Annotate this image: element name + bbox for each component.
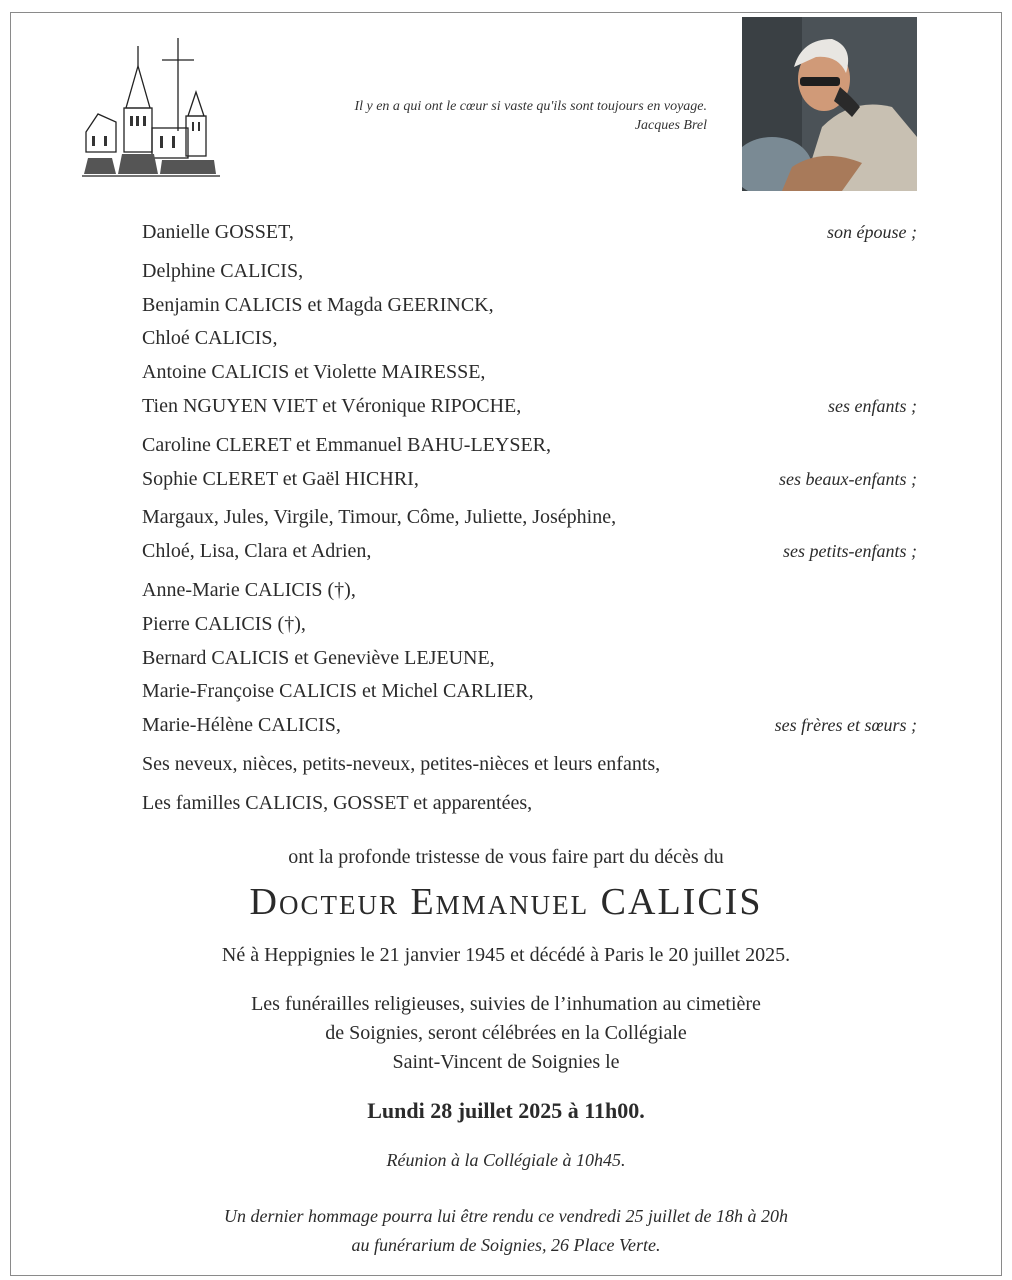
family-row [142, 574, 917, 608]
member-name: Marie-Hélène CALICIS, [142, 714, 341, 737]
relation-label: ses petits-enfants ; [783, 541, 917, 562]
member-name: Danielle GOSSET, [142, 221, 294, 243]
family-row [142, 390, 917, 424]
birth-death-line: Né à Heppignies le 21 janvier 1945 et décédé à Paris le 20 juillet 2025. [221, 944, 791, 966]
member-name: Tien NGUYEN VIET et Véronique RIPOCHE, [142, 394, 522, 417]
member-name: Chloé, Lisa, Clara et Adrien, [142, 540, 372, 563]
family-row [142, 608, 917, 642]
relation-label: ses enfants ; [828, 395, 917, 416]
homage-line: Un dernier hommage pourra lui être rendu ce vendredi 25 juillet de 18h à 20h [224, 1206, 788, 1226]
church-illustration [78, 36, 224, 182]
homage-line: au funérarium de Soignies, 26 Place Verte. [351, 1235, 661, 1255]
family-row [142, 535, 917, 569]
family-row [142, 787, 917, 821]
homage-details [0, 1202, 1012, 1260]
member-name: Marie-Françoise CALICIS et Michel CARLIER, [142, 680, 534, 703]
member-name: Anne-Marie CALICIS (†), [142, 578, 356, 601]
funeral-line: Saint-Vincent de Soignies le [392, 1051, 620, 1073]
relation-label: ses frères et sœurs ; [774, 715, 917, 736]
quote-author: Jacques Brel [634, 118, 707, 133]
family-row [142, 748, 917, 782]
meeting-time: Réunion à la Collégiale à 10h45. [386, 1150, 626, 1170]
epigraph [240, 97, 707, 135]
family-row [142, 356, 917, 390]
member-name: Sophie CLERET et Gaël HICHRI, [142, 467, 419, 490]
member-name: Chloé CALICIS, [142, 327, 278, 350]
funeral-date: Lundi 28 juillet 2025 à 11h00. [367, 1098, 645, 1123]
family-row [142, 322, 917, 356]
family-row [142, 642, 917, 676]
family-row [142, 501, 917, 535]
family-row [142, 216, 917, 250]
relation-label: ses beaux-enfants ; [779, 468, 917, 489]
deceased-name: Docteur Emmanuel CALICIS [249, 881, 763, 923]
family-row [142, 255, 917, 289]
funeral-details [0, 990, 1012, 1077]
family-row [142, 709, 917, 743]
member-name: Les familles CALICIS, GOSSET et apparentées, [142, 791, 533, 814]
portrait-image [742, 17, 917, 191]
member-name: Bernard CALICIS et Geneviève LEJEUNE, [142, 646, 495, 669]
member-name: Delphine CALICIS, [142, 259, 304, 282]
family-row [142, 675, 917, 709]
member-name: Margaux, Jules, Virgile, Timour, Côme, Juliette, Joséphine, [142, 506, 617, 529]
member-name: Antoine CALICIS et Violette MAIRESSE, [142, 361, 486, 384]
portrait-photo [742, 17, 917, 191]
family-row [142, 463, 917, 497]
relation-label: son épouse ; [827, 222, 917, 242]
quote-text: Il y en a qui ont le cœur si vaste qu'ils sont toujours en voyage. [354, 99, 707, 114]
member-name: Caroline CLERET et Emmanuel BAHU-LEYSER, [142, 433, 552, 456]
funeral-line: Les funérailles religieuses, suivies de l’inhumation au cimetière [251, 993, 761, 1015]
announcement-intro: ont la profonde tristesse de vous faire part du décès du [288, 846, 724, 868]
family-list [142, 216, 917, 821]
funeral-line: de Soignies, seront célébrées en la Collégiale [325, 1022, 687, 1044]
member-name: Pierre CALICIS (†), [142, 612, 306, 635]
member-name: Ses neveux, nièces, petits-neveux, petites-nièces et leurs enfants, [142, 752, 661, 775]
member-name: Benjamin CALICIS et Magda GEERINCK, [142, 293, 494, 316]
family-row [142, 429, 917, 463]
family-row [142, 289, 917, 323]
